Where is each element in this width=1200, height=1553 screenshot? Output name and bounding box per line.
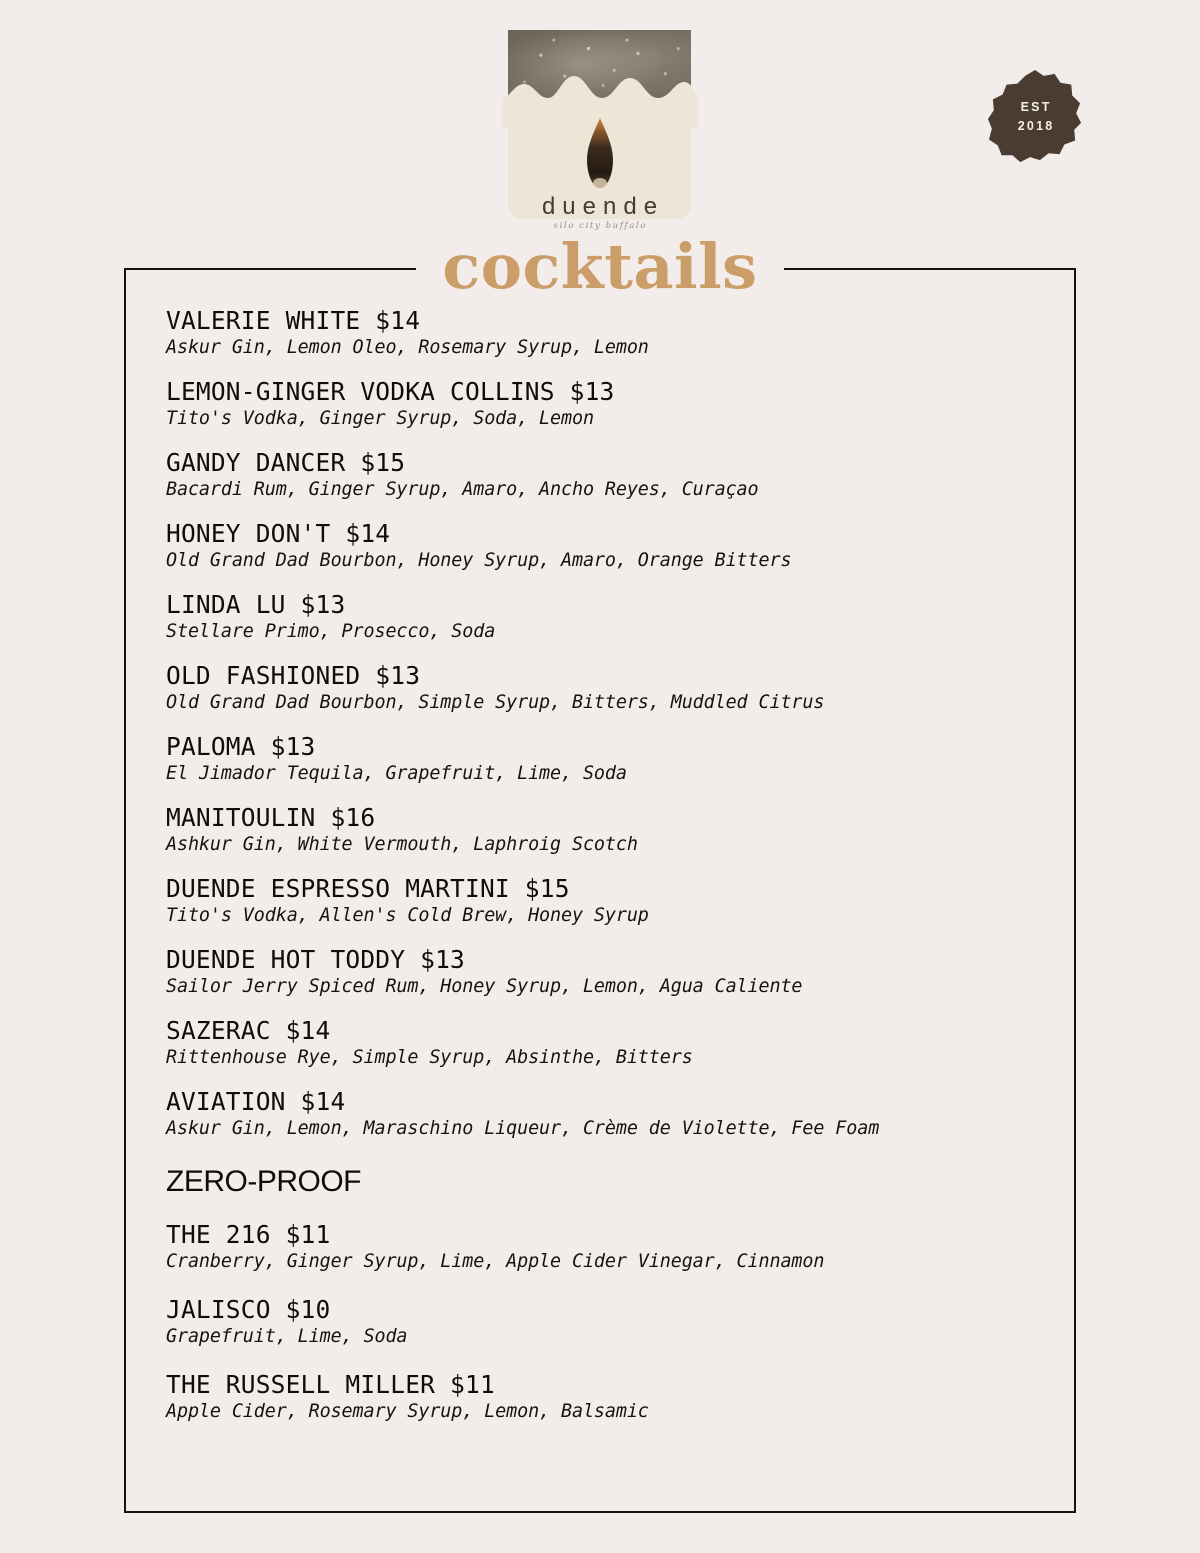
item-name: SAZERAC $14 [166, 1016, 331, 1045]
badge-est-label: EST [1020, 99, 1052, 114]
item-name: LINDA LU $13 [166, 590, 346, 619]
item-name: DUENDE HOT TODDY $13 [166, 945, 466, 974]
item-name: DUENDE ESPRESSO MARTINI $15 [166, 874, 570, 903]
item-name: VALERIE WHITE $14 [166, 306, 421, 335]
badge-year-label: 2018 [1017, 119, 1055, 133]
badge-text [986, 68, 1084, 166]
menu-item [166, 1296, 1076, 1349]
menu-item [166, 1371, 1076, 1424]
item-name: MANITOULIN $16 [166, 803, 376, 832]
item-name: PALOMA $13 [166, 732, 316, 761]
item-description: El Jimador Tequila, Grapefruit, Lime, Soda [166, 763, 627, 784]
menu-item [166, 875, 1076, 928]
flame-icon [584, 118, 616, 190]
item-description: Tito's Vodka, Allen's Cold Brew, Honey Syrup [166, 905, 649, 926]
menu-item [166, 1221, 1076, 1274]
item-description: Sailor Jerry Spiced Rum, Honey Syrup, Lemon, Agua Caliente [166, 976, 803, 997]
menu-item [166, 591, 1076, 644]
item-name: JALISCO $10 [166, 1295, 331, 1324]
page-title: cocktails [416, 236, 783, 298]
item-description: Stellare Primo, Prosecco, Soda [166, 621, 496, 642]
duende-logo [508, 30, 691, 231]
cocktail-list [166, 307, 1076, 1141]
logo-tagline: silo city buffalo [553, 221, 647, 231]
menu-item [166, 733, 1076, 786]
item-description: Tito's Vodka, Ginger Syrup, Soda, Lemon [166, 408, 594, 429]
item-description: Old Grand Dad Bourbon, Honey Syrup, Amaro, Orange Bitters [166, 550, 792, 571]
menu-item [166, 946, 1076, 999]
item-description: Askur Gin, Lemon, Maraschino Liqueur, Crème de Violette, Fee Foam [166, 1118, 880, 1139]
item-name: OLD FASHIONED $13 [166, 661, 421, 690]
established-badge [986, 68, 1084, 166]
menu-item [166, 804, 1076, 857]
menu-item [166, 307, 1076, 360]
item-description: Bacardi Rum, Ginger Syrup, Amaro, Ancho Reyes, Curaçao [166, 479, 759, 500]
menu-item [166, 662, 1076, 715]
item-name: AVIATION $14 [166, 1087, 346, 1116]
zero-proof-list [166, 1221, 1076, 1424]
logo-wordmark: duende [541, 193, 665, 220]
item-name: THE RUSSELL MILLER $11 [166, 1370, 495, 1399]
item-description: Askur Gin, Lemon Oleo, Rosemary Syrup, Lemon [166, 337, 649, 358]
menu-item [166, 1017, 1076, 1070]
item-description: Rittenhouse Rye, Simple Syrup, Absinthe, Bitters [166, 1047, 693, 1068]
item-description: Apple Cider, Rosemary Syrup, Lemon, Balsamic [166, 1401, 649, 1422]
item-name: LEMON-GINGER VODKA COLLINS $13 [166, 377, 615, 406]
menu-item [166, 449, 1076, 502]
menu-item [166, 1088, 1076, 1141]
menu-item [166, 520, 1076, 573]
item-description: Old Grand Dad Bourbon, Simple Syrup, Bitters, Muddled Citrus [166, 692, 825, 713]
section-heading-zero-proof: ZERO-PROOF [166, 1165, 361, 1198]
item-name: GANDY DANCER $15 [166, 448, 406, 477]
item-description: Grapefruit, Lime, Soda [166, 1326, 408, 1347]
menu-item [166, 378, 1076, 431]
item-description: Ashkur Gin, White Vermouth, Laphroig Scotch [166, 834, 638, 855]
item-description: Cranberry, Ginger Syrup, Lime, Apple Cider Vinegar, Cinnamon [166, 1251, 825, 1272]
menu-content [166, 307, 1076, 1446]
item-name: HONEY DON'T $14 [166, 519, 391, 548]
item-name: THE 216 $11 [166, 1220, 331, 1249]
menu-header [0, 0, 1200, 232]
